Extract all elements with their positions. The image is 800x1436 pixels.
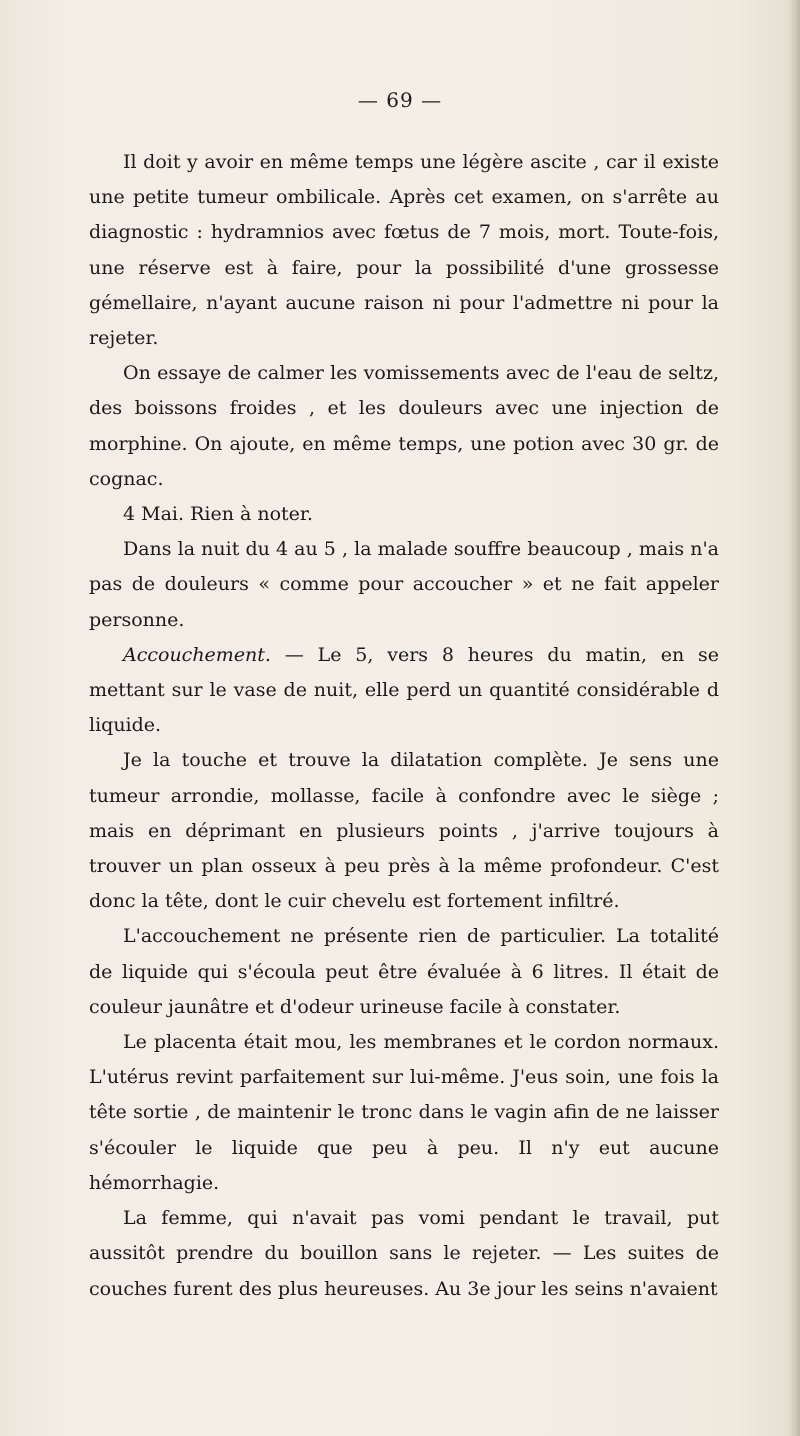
paragraph-ascite: Il doit y avoir en même temps une légère ascite , car il existe une petite tumeur ombilicale. Après cet examen, on s'arrête au diagnostic : hydramnios avec fœtus de 7 mois, mort. Toute-fois, une réserve est à faire, pour la possibilité d'une grossesse gémellaire, n'ayant aucune raison ni pour l'admettre ni pour la rejeter. [89, 151, 719, 350]
paragraph-accouchement [89, 638, 719, 744]
page-edge-shadow [788, 0, 800, 1436]
page-number: — 69 — [357, 88, 443, 112]
paragraph-dilatation: Je la touche et trouve la dilatation complète. Je sens une tumeur arrondie, mollasse, facile à confondre avec le siège ; mais en déprimant en plusieurs points , j'arrive toujours à trouver un plan osseux à peu près à la même profondeur. C'est donc la tête, dont le cuir chevelu est fortement infiltré. [89, 749, 719, 913]
paragraph-liquide: L'accouchement ne présente rien de particulier. La totalité de liquide qui s'écoula peut être évaluée à 6 litres. Il était de couleur jaunâtre et d'odeur urineuse facile à constater. [89, 925, 719, 1018]
body-text [89, 145, 719, 1307]
paragraph-suites: La femme, qui n'avait pas vomi pendant le travail, put aussitôt prendre du bouillon sans le rejeter. — Les suites de couches furent des plus heureuses. Au 3e jour les seins n'avaient [89, 1207, 719, 1300]
accouchement-heading: Accouchement. [123, 643, 271, 666]
paragraph-nuit: Dans la nuit du 4 au 5 , la malade souffre beaucoup , mais n'a pas de douleurs « comme pour accoucher » et ne fait appeler personne. [89, 538, 719, 631]
paragraph-vomissements: On essaye de calmer les vomissements avec de l'eau de seltz, des boissons froides , et les douleurs avec une injection de morphine. On ajoute, en même temps, une potion avec 30 gr. de cognac. [89, 362, 719, 490]
paragraph-4-mai: 4 Mai. Rien à noter. [123, 503, 313, 526]
paragraph-placenta: Le placenta était mou, les membranes et le cordon normaux. L'utérus revint parfaitement sur lui-même. J'eus soin, une fois la tête sortie , de maintenir le tronc dans le vagin afin de ne laisser s'écouler le liquide que peu à peu. Il n'y eut aucune hémorrhagie. [89, 1031, 719, 1194]
accouchement-text: — Le 5, vers 8 heures du matin, en se mettant sur le vase de nuit, elle perd un quantité considérable d liquide. [89, 643, 719, 737]
